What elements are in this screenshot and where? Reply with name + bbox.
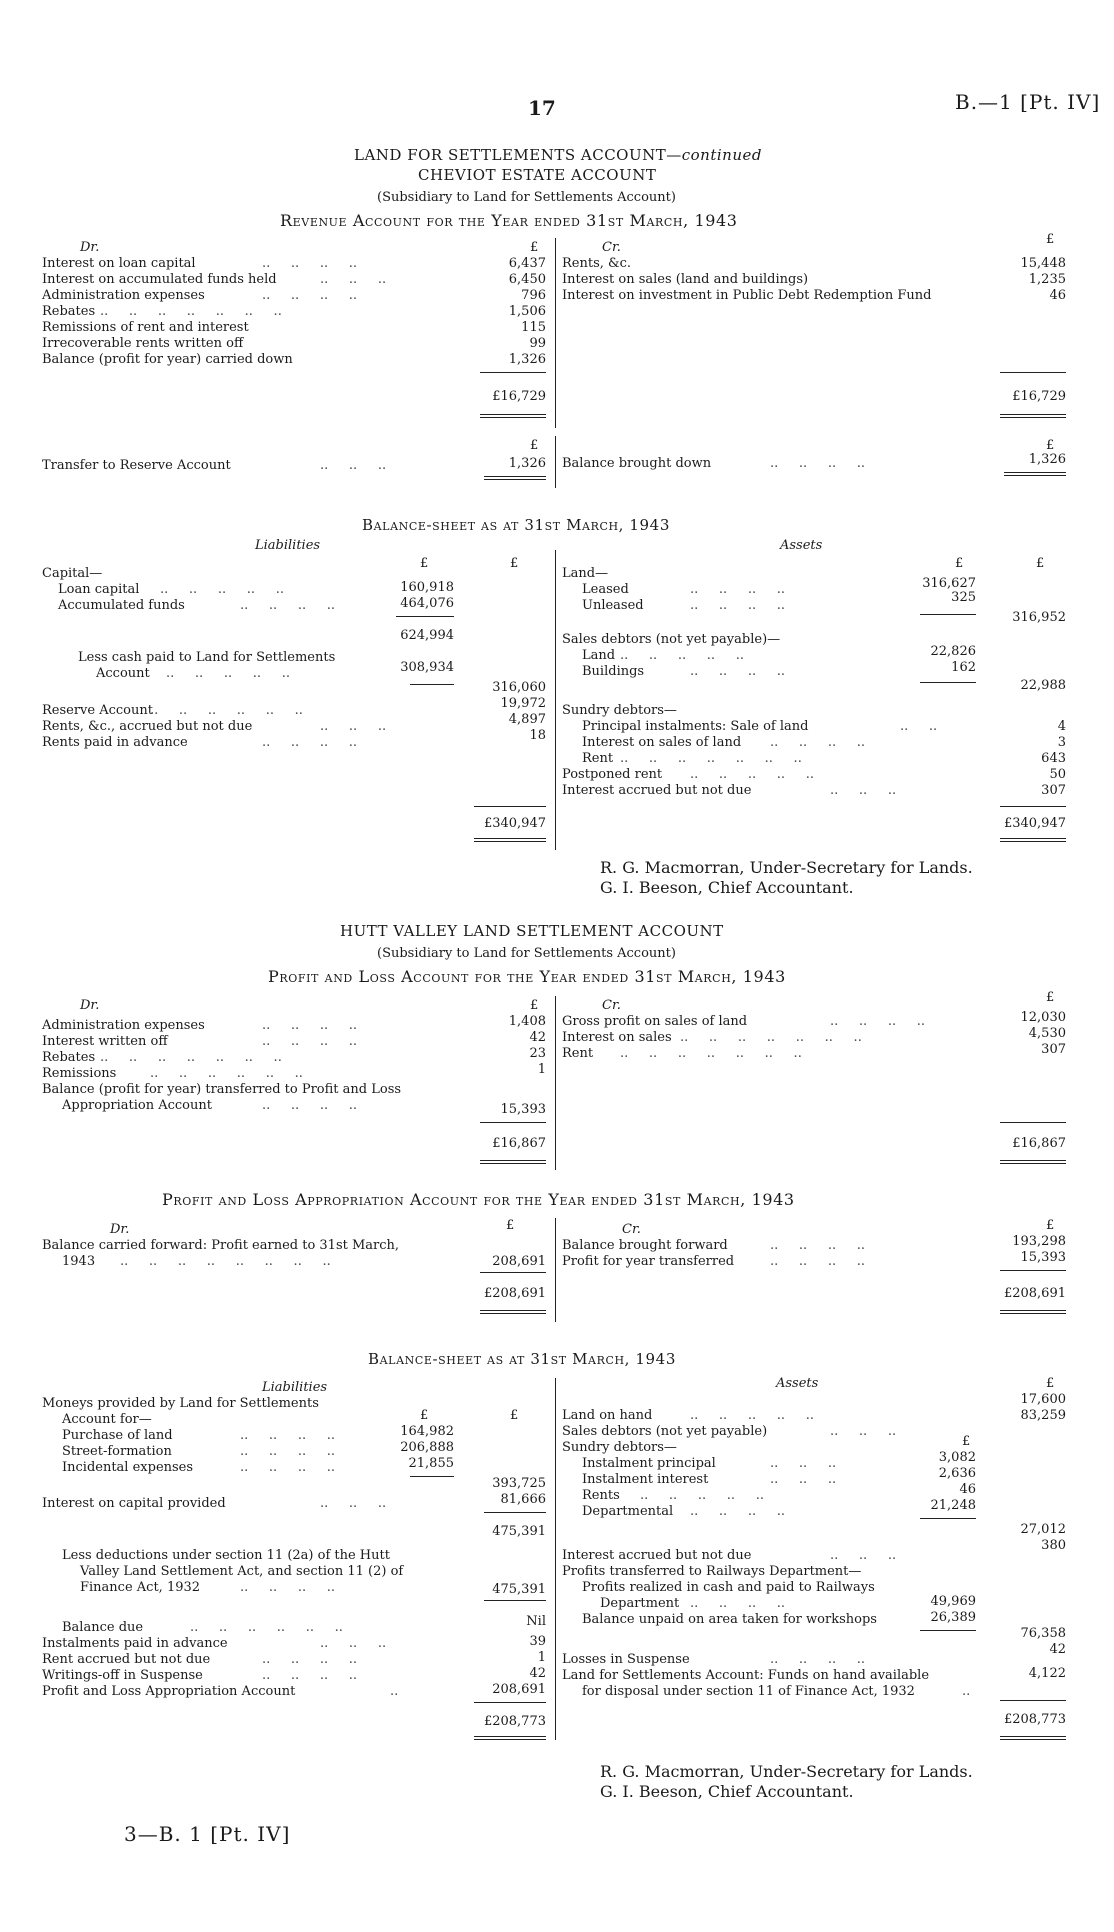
purchase-value: 164,982	[400, 1424, 454, 1439]
lfs-label: for disposal under section 11 of Finance Act, 1932	[582, 1684, 915, 1699]
rent-accrued-label: Rent accrued but not due	[42, 1652, 211, 1667]
cheviot-bs-title: Balance-sheet as at 31st March, 1943	[362, 516, 670, 534]
pl-total-dr: £16,867	[492, 1136, 546, 1151]
column-divider	[555, 436, 556, 488]
credit-label: Interest on sales	[562, 1030, 672, 1045]
dot-leader: .. .. ..	[320, 272, 387, 287]
column-divider	[555, 550, 556, 850]
dot-leader: .. .. .. ..	[770, 1238, 866, 1253]
credit-label: Rent	[562, 1046, 594, 1061]
dot-leader: .. .. .. ..	[262, 256, 358, 271]
int-accrued-label: Interest accrued but not due	[562, 783, 752, 798]
rule	[474, 1736, 546, 1737]
rule	[1000, 1163, 1066, 1164]
rent-value: 643	[1041, 751, 1066, 766]
pound-sign: £	[1046, 990, 1055, 1005]
rule	[480, 1163, 546, 1164]
sales-debt-value: 83,259	[1020, 1408, 1066, 1423]
sd-total: 22,988	[1020, 678, 1066, 693]
purchase-label: Purchase of land	[62, 1428, 173, 1443]
signature-under-secretary: R. G. Macmorran, Under-Secretary for Lands.	[600, 1762, 973, 1781]
departmental-label: Departmental	[582, 1504, 674, 1519]
dot-leader: .. .. ..	[320, 719, 387, 734]
land-total: 316,952	[1012, 610, 1066, 625]
app-credit-label: Profit for year transferred	[562, 1254, 735, 1269]
rule	[1000, 1700, 1066, 1701]
rule	[484, 479, 546, 480]
revenue-total-dr: £16,729	[492, 389, 546, 404]
rule	[1000, 1122, 1066, 1123]
profits-realized-label: Profits realized in cash and paid to Railways	[582, 1580, 875, 1595]
less-cash-value: 308,934	[400, 660, 454, 675]
leased-label: Leased	[582, 582, 629, 597]
credit-label: Interest on investment in Public Debt Redemption Fund	[562, 288, 932, 303]
dot-leader: .. .. ..	[320, 1636, 387, 1651]
pound-sign: £	[530, 240, 539, 255]
cr-label: Cr.	[602, 998, 621, 1013]
rule	[480, 414, 546, 415]
dot-leader: .. .. ..	[830, 1548, 897, 1563]
pound-sign: £	[1046, 438, 1055, 453]
column-divider	[555, 1218, 556, 1322]
lfs-label: Land for Settlements Account: Funds on hand available	[562, 1668, 930, 1683]
app-debit-value: 208,691	[492, 1254, 546, 1269]
pound-sign: £	[510, 1408, 519, 1423]
sd-buildings-value: 162	[951, 660, 976, 675]
int-sales-label: Interest on sales of land	[582, 735, 742, 750]
debit-value: 1	[537, 1062, 546, 1077]
pound-sign: £	[1046, 1218, 1055, 1233]
dot-leader: .. .. .. .. .. ..	[190, 1620, 343, 1635]
dot-leader: .. .. .. ..	[262, 1098, 358, 1113]
rule	[484, 1512, 546, 1513]
hutt-bs-total-liabilities: £208,773	[483, 1714, 546, 1729]
rule	[474, 806, 546, 807]
dot-leader: .. .. .. .. .. ..	[150, 703, 303, 718]
leased-value: 316,627	[922, 576, 976, 591]
pound-sign: £	[420, 556, 429, 571]
dot-leader: .. .. .. .. .. ..	[150, 1066, 303, 1081]
incidental-label: Incidental expenses	[62, 1460, 194, 1475]
signature-accountant: G. I. Beeson, Chief Accountant.	[600, 878, 854, 897]
inst-principal-label: Instalment principal	[582, 1456, 716, 1471]
page-number: 17	[528, 96, 556, 120]
signature-under-secretary: R. G. Macmorran, Under-Secretary for Lands.	[600, 858, 973, 877]
debit-value: 6,437	[508, 256, 546, 271]
rule	[1000, 1310, 1066, 1311]
pl-app-label: Profit and Loss Appropriation Account	[42, 1684, 296, 1699]
moneys-total: 393,725	[492, 1476, 546, 1491]
credit-value: 4,530	[1028, 1026, 1066, 1041]
dot-leader: .. .. .. ..	[240, 1580, 336, 1595]
revenue-total-cr: £16,729	[1012, 389, 1066, 404]
debit-value: 99	[529, 336, 546, 351]
main-title: LAND FOR SETTLEMENTS ACCOUNT—continued	[354, 146, 762, 164]
balance-due-label: Balance due	[62, 1620, 144, 1635]
balance-unpaid-value: 26,389	[930, 1610, 976, 1625]
rents-value: 46	[959, 1482, 976, 1497]
pound-sign: £	[530, 438, 539, 453]
transfer-value: 1,326	[508, 456, 546, 471]
bs-total-liabilities: £340,947	[483, 816, 546, 831]
rent-label: Rent	[582, 751, 614, 766]
dot-leader: .. .. .. ..	[770, 1254, 866, 1269]
dot-leader: .. .. .. ..	[770, 735, 866, 750]
less-deductions-value: 475,391	[492, 1582, 546, 1597]
loan-capital-value: 160,918	[400, 580, 454, 595]
brought-label: Balance brought down	[562, 456, 712, 471]
losses-label: Losses in Suspense	[562, 1652, 690, 1667]
rule	[474, 1702, 546, 1703]
rule	[484, 476, 546, 477]
land-hand-label: Land on hand	[562, 1408, 653, 1423]
dr-label: Dr.	[110, 1222, 130, 1237]
balance-transfer-label: Appropriation Account	[62, 1098, 212, 1113]
debit-value: 23	[529, 1046, 546, 1061]
cheviot-subsidiary: (Subsidiary to Land for Settlements Account)	[377, 190, 676, 205]
dot-leader: .. .. .. .. .. .. .. ..	[120, 1254, 331, 1269]
liabilities-label: Liabilities	[255, 538, 321, 553]
credit-value: 307	[1041, 1042, 1066, 1057]
dot-leader: .. .. .. ..	[690, 598, 786, 613]
pound-sign: £	[420, 1408, 429, 1423]
dot-leader: .. .. .. .. ..	[640, 1488, 764, 1503]
street-value: 206,888	[400, 1440, 454, 1455]
credit-value: 12,030	[1020, 1010, 1066, 1025]
app-total-cr: £208,691	[1003, 1286, 1066, 1301]
dot-leader: .. .. .. ..	[262, 1034, 358, 1049]
signature-accountant: G. I. Beeson, Chief Accountant.	[600, 1782, 854, 1801]
dot-leader: .. .. .. .. .. .. ..	[680, 1030, 862, 1045]
hutt-bs-total-assets: £208,773	[1003, 1712, 1066, 1727]
less-deductions-label: Less deductions under section 11 (2a) of the Hutt	[62, 1548, 390, 1563]
rent-accrued-value: 1	[537, 1650, 546, 1665]
rule	[920, 682, 976, 683]
debit-label: Balance (profit for year) carried down	[42, 352, 293, 367]
less-cash-label: Account	[96, 666, 150, 681]
inst-principal-value: 3,082	[938, 1450, 976, 1465]
rule	[1000, 1736, 1066, 1737]
incidental-value: 21,855	[408, 1456, 454, 1471]
pound-sign: £	[962, 1434, 971, 1449]
debit-label: Irrecoverable rents written off	[42, 336, 244, 351]
rents-accrued-value: 4,897	[508, 712, 546, 727]
hutt-bs-title: Balance-sheet as at 31st March, 1943	[368, 1350, 676, 1368]
brought-value: 1,326	[1028, 452, 1066, 467]
int-accrued-value: 380	[1041, 1538, 1066, 1553]
inst-interest-label: Instalment interest	[582, 1472, 709, 1487]
sundry-total: 27,012	[1020, 1522, 1066, 1537]
sum-total: 475,391	[492, 1524, 546, 1539]
sales-debt-label: Sales debtors (not yet payable)	[562, 1424, 768, 1439]
dot-leader: ..	[390, 1684, 399, 1699]
int-accrued-value: 307	[1041, 783, 1066, 798]
dot-leader: ..	[962, 1684, 971, 1699]
cr-label: Cr.	[602, 240, 621, 255]
rule	[480, 372, 546, 373]
sd-land-value: 22,826	[930, 644, 976, 659]
rents-accrued-label: Rents, &c., accrued but not due	[42, 719, 253, 734]
losses-value: 42	[1049, 1642, 1066, 1657]
reserve-value: 19,972	[500, 696, 546, 711]
rule	[1000, 841, 1066, 842]
pound-sign: £	[1036, 556, 1045, 571]
debit-label: Administration expenses	[42, 1018, 205, 1033]
debit-label: Interest on accumulated funds held	[42, 272, 277, 287]
postponed-value: 50	[1049, 767, 1066, 782]
departmental-value: 21,248	[930, 1498, 976, 1513]
principal-label: Principal instalments: Sale of land	[582, 719, 809, 734]
column-divider	[555, 238, 556, 428]
loan-capital-label: Loan capital	[58, 582, 140, 597]
inst-interest-value: 2,636	[938, 1466, 976, 1481]
dr-label: Dr.	[80, 998, 100, 1013]
rule	[480, 1310, 546, 1311]
credit-value: 1,235	[1028, 272, 1066, 287]
debit-label: Remissions	[42, 1066, 117, 1081]
footer-reference: 3—B. 1 [Pt. IV]	[124, 1822, 291, 1846]
debit-value: 1,326	[508, 352, 546, 367]
moneys-label: Account for—	[62, 1412, 152, 1427]
writings-value: 42	[529, 1666, 546, 1681]
dot-leader: .. .. .. .. ..	[166, 666, 290, 681]
balance-transfer-label: Balance (profit for year) transferred to Profit and Loss	[42, 1082, 402, 1097]
rule	[480, 1122, 546, 1123]
principal-value: 4	[1057, 719, 1066, 734]
pound-sign: £	[1046, 1376, 1055, 1391]
dot-leader: .. .. .. ..	[262, 288, 358, 303]
credit-label: Interest on sales (land and buildings)	[562, 272, 809, 287]
dot-leader: .. .. ..	[320, 458, 387, 473]
dot-leader: .. .. .. ..	[240, 1444, 336, 1459]
dot-leader: .. .. .. ..	[830, 1014, 926, 1029]
less-deductions-label: Valley Land Settlement Act, and section 11 (2) of	[80, 1564, 404, 1579]
app-credit-value: 193,298	[1012, 1234, 1066, 1249]
assets-label: Assets	[780, 538, 823, 553]
debit-label: Remissions of rent and interest	[42, 320, 249, 335]
dot-leader: .. .. .. ..	[770, 456, 866, 471]
transfer-label: Transfer to Reserve Account	[42, 458, 231, 473]
credit-label: Rents, &c.	[562, 256, 631, 271]
pl-app-value: 208,691	[492, 1682, 546, 1697]
dot-leader: .. .. .. ..	[262, 1018, 358, 1033]
capital-net: 316,060	[492, 680, 546, 695]
dr-label: Dr.	[80, 240, 100, 255]
lfs-value: 4,122	[1028, 1666, 1066, 1681]
moneys-label: Moneys provided by Land for Settlements	[42, 1396, 319, 1411]
pound-sign: £	[955, 556, 964, 571]
rule	[1000, 1160, 1066, 1161]
rule	[1000, 1739, 1066, 1740]
credit-label: Gross profit on sales of land	[562, 1014, 748, 1029]
debit-label: Interest written off	[42, 1034, 168, 1049]
unleased-label: Unleased	[582, 598, 644, 613]
sd-land-label: Land	[582, 648, 616, 663]
debit-label: Interest on loan capital	[42, 256, 196, 271]
int-sales-value: 3	[1057, 735, 1066, 750]
sundry-label: Sundry debtors—	[562, 703, 677, 718]
hutt-pl-title: Profit and Loss Account for the Year ended 31st March, 1943	[268, 967, 786, 986]
pl-total-cr: £16,867	[1012, 1136, 1066, 1151]
app-debit-label: 1943	[62, 1254, 96, 1269]
debit-value: 1,408	[508, 1014, 546, 1029]
pound-sign: £	[530, 998, 539, 1013]
rule	[480, 417, 546, 418]
rents-advance-label: Rents paid in advance	[42, 735, 188, 750]
rule	[1004, 472, 1066, 473]
dot-leader: .. .. .. ..	[690, 1596, 786, 1611]
accum-funds-value: 464,076	[400, 596, 454, 611]
column-divider	[555, 1378, 556, 1740]
app-credit-value: 15,393	[1020, 1250, 1066, 1265]
rule	[410, 684, 454, 685]
unleased-value: 325	[951, 590, 976, 605]
dot-leader: .. .. .. .. .. .. ..	[100, 304, 282, 319]
dot-leader: .. .. ..	[770, 1456, 837, 1471]
int-capital-value: 81,666	[500, 1492, 546, 1507]
debit-value: 796	[521, 288, 546, 303]
dot-leader: .. .. .. .. .. .. ..	[620, 1046, 802, 1061]
rule	[484, 1600, 546, 1601]
credit-value: 15,448	[1020, 256, 1066, 271]
debit-value: 42	[529, 1030, 546, 1045]
sales-debtors-label: Sales debtors (not yet payable)—	[562, 632, 781, 647]
rule	[474, 838, 546, 839]
accum-funds-label: Accumulated funds	[58, 598, 185, 613]
dot-leader: .. .. .. .. ..	[690, 1408, 814, 1423]
dot-leader: .. .. .. ..	[262, 1668, 358, 1683]
less-deductions-label: Finance Act, 1932	[80, 1580, 201, 1595]
cr-label: Cr.	[622, 1222, 641, 1237]
cheviot-title: CHEVIOT ESTATE ACCOUNT	[418, 166, 657, 184]
dot-leader: .. .. .. ..	[262, 735, 358, 750]
sd-buildings-label: Buildings	[582, 664, 645, 679]
dot-leader: .. .. .. ..	[240, 598, 336, 613]
rents-advance-value: 18	[529, 728, 546, 743]
cheviot-revenue-title: Revenue Account for the Year ended 31st March, 1943	[280, 211, 738, 230]
pound-sign: £	[506, 1218, 515, 1233]
postponed-label: Postponed rent	[562, 767, 663, 782]
hutt-title: HUTT VALLEY LAND SETTLEMENT ACCOUNT	[340, 922, 724, 940]
app-credit-label: Balance brought forward	[562, 1238, 728, 1253]
profits-total: 76,358	[1020, 1626, 1066, 1641]
rule	[1000, 417, 1066, 418]
rule	[1000, 372, 1066, 373]
debit-label: Administration expenses	[42, 288, 205, 303]
dot-leader: .. .. ..	[830, 783, 897, 798]
sundry-label: Sundry debtors—	[562, 1440, 677, 1455]
dot-leader: .. .. .. ..	[240, 1428, 336, 1443]
dot-leader: .. .. .. ..	[690, 582, 786, 597]
rule	[410, 1476, 454, 1477]
less-cash-label: Less cash paid to Land for Settlements	[78, 650, 336, 665]
rule	[474, 1739, 546, 1740]
dot-leader: .. .. .. .. ..	[620, 648, 744, 663]
assets-label: Assets	[776, 1376, 819, 1391]
rule	[1000, 1270, 1066, 1271]
rule	[474, 841, 546, 842]
column-divider	[555, 996, 556, 1170]
dot-leader: .. .. .. ..	[262, 1652, 358, 1667]
rule	[480, 1313, 546, 1314]
dot-leader: .. .. .. ..	[690, 664, 786, 679]
profits-realized-label: Department	[600, 1596, 680, 1611]
rule	[480, 1272, 546, 1273]
rule	[1000, 806, 1066, 807]
balance-due-value: Nil	[526, 1614, 546, 1629]
debit-value: 1,506	[508, 304, 546, 319]
dot-leader: .. .. .. .. .. .. ..	[620, 751, 802, 766]
int-capital-label: Interest on capital provided	[42, 1496, 226, 1511]
pound-sign: £	[510, 556, 519, 571]
debit-label: Rebates	[42, 1050, 96, 1065]
dot-leader: .. .. .. ..	[240, 1460, 336, 1475]
dot-leader: .. .. .. ..	[690, 1504, 786, 1519]
inst-advance-label: Instalments paid in advance	[42, 1636, 228, 1651]
rule	[1004, 475, 1066, 476]
int-accrued-label: Interest accrued but not due	[562, 1548, 752, 1563]
dot-leader: .. .. ..	[770, 1472, 837, 1487]
debit-label: Rebates	[42, 304, 96, 319]
rule	[920, 1518, 976, 1519]
land-label: Land—	[562, 566, 609, 581]
profits-transferred-label: Profits transferred to Railways Department—	[562, 1564, 862, 1579]
rule	[920, 614, 976, 615]
liabilities-label: Liabilities	[262, 1380, 328, 1395]
app-total-dr: £208,691	[483, 1286, 546, 1301]
rule	[1000, 838, 1066, 839]
capital-sum: 624,994	[400, 628, 454, 643]
rule	[396, 616, 454, 617]
inst-advance-value: 39	[529, 1634, 546, 1649]
hutt-appropriation-title: Profit and Loss Appropriation Account for the Year ended 31st March, 1943	[162, 1190, 795, 1209]
dot-leader: .. ..	[900, 719, 938, 734]
app-debit-label: Balance carried forward: Profit earned to 31st March,	[42, 1238, 400, 1253]
reserve-label: Reserve Account	[42, 703, 153, 718]
balance-unpaid-label: Balance unpaid on area taken for workshops	[582, 1612, 877, 1627]
debit-value: 115	[521, 320, 546, 335]
dot-leader: .. .. .. ..	[770, 1652, 866, 1667]
rule	[920, 1630, 976, 1631]
rule	[1000, 1313, 1066, 1314]
rents-label: Rents	[582, 1488, 620, 1503]
bs-total-assets: £340,947	[1003, 816, 1066, 831]
balance-transfer-value: 15,393	[500, 1102, 546, 1117]
dot-leader: .. .. ..	[320, 1496, 387, 1511]
rule	[1000, 414, 1066, 415]
credit-value: 46	[1049, 288, 1066, 303]
debit-value: 6,450	[508, 272, 546, 287]
dot-leader: .. .. ..	[830, 1424, 897, 1439]
rule	[480, 1160, 546, 1161]
street-label: Street-formation	[62, 1444, 172, 1459]
profits-realized-value: 49,969	[930, 1594, 976, 1609]
hutt-subsidiary: (Subsidiary to Land for Settlements Account)	[377, 946, 676, 961]
land-hand-value: 17,600	[1020, 1392, 1066, 1407]
header-reference: B.—1 [Pt. IV]	[955, 90, 1101, 114]
dot-leader: .. .. .. .. .. .. ..	[100, 1050, 282, 1065]
dot-leader: .. .. .. .. ..	[160, 582, 284, 597]
pound-sign: £	[1046, 232, 1055, 247]
dot-leader: .. .. .. .. ..	[690, 767, 814, 782]
writings-label: Writings-off in Suspense	[42, 1668, 203, 1683]
capital-label: Capital—	[42, 566, 103, 581]
